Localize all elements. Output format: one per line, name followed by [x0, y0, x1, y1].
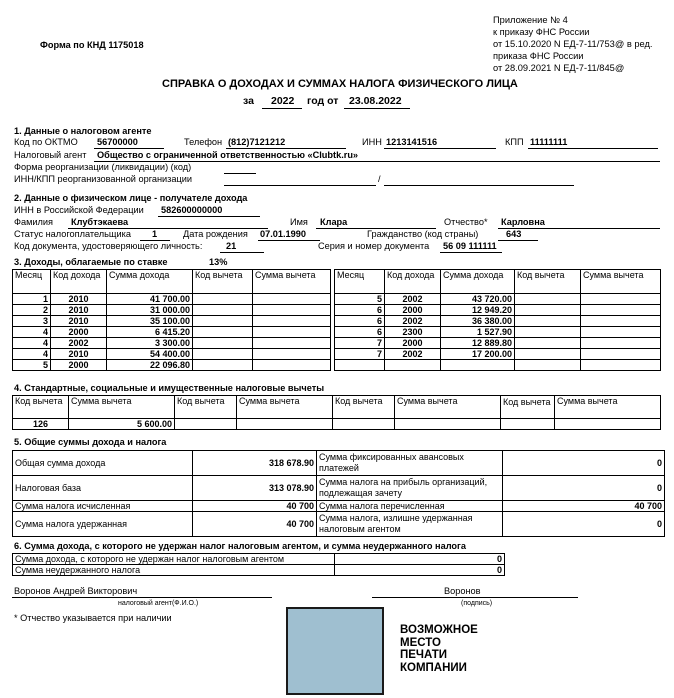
agent-label: Налоговый агент	[14, 150, 87, 160]
table-row: 126 5 600.00	[13, 419, 661, 430]
phone-label: Телефон	[184, 137, 223, 147]
col-deduction-code: Код вычета	[193, 270, 253, 294]
report-year: 2022	[271, 95, 295, 107]
date-label: год от	[307, 95, 339, 107]
kpp-label: КПП	[505, 137, 524, 147]
table-row: Налоговая база 313 078.90 Сумма налога на прибыль организаций, подлежащая зачету 0	[13, 476, 665, 501]
status-value: 1	[152, 229, 158, 239]
col-income-code: Код дохода	[385, 270, 441, 294]
agent-name: Общество с ограниченной ответственностью «Clubtk.ru»	[97, 150, 359, 160]
table-row: 5 2000 22 096.80	[13, 360, 331, 371]
section-1-title: 1. Данные о налоговом агенте	[14, 126, 152, 136]
doc-number-label: Серия и номер документа	[318, 241, 430, 251]
name-label: Имя	[290, 217, 308, 227]
col-deduction-code: Код вычета	[175, 396, 237, 419]
income-table-left	[12, 269, 331, 371]
table-row: Общая сумма дохода 318 678.90 Сумма фиксированных авансовых платежей 0	[13, 451, 665, 476]
section-5-title: 5. Общие суммы дохода и налога	[14, 437, 167, 447]
for-label: за	[243, 95, 254, 107]
col-deduction-code: Код вычета	[501, 396, 555, 419]
signature-caption: (подпись)	[461, 600, 493, 607]
kpp-value: 11111111	[530, 137, 568, 147]
person-inn-label: ИНН в Российской Федерации	[14, 205, 144, 215]
table-row: 6 2002 36 380.00	[335, 316, 661, 327]
birth-label: Дата рождения	[183, 229, 248, 239]
reorg-form-label: Форма реорганизации (ликвидации) (код)	[14, 162, 192, 172]
totals-table	[12, 450, 665, 537]
col-income-sum: Сумма дохода	[441, 270, 515, 294]
doc-number-value: 56 09 111111	[443, 241, 497, 251]
table-row: Сумма налога исчисленная 40 700 Сумма налога перечисленная 40 700	[13, 501, 665, 512]
patronymic-label: Отчество*	[444, 217, 488, 227]
form-code: Форма по КНД 1175018	[40, 40, 144, 50]
col-deduction-code: Код вычета	[13, 396, 69, 419]
table-row: 5 2002 43 720.00	[335, 294, 661, 305]
table-row	[335, 360, 661, 371]
person-inn-value: 582600000000	[161, 205, 223, 215]
table-row: 2 2010 31 000.00	[13, 305, 331, 316]
section-6-title: 6. Сумма дохода, с которого не удержан налог налоговым агентом, и сумма неудержанного налога	[14, 541, 466, 551]
birth-value: 07.01.1990	[260, 229, 306, 239]
surname-value: Клубтэкаева	[71, 217, 129, 227]
section-2-title: 2. Данные о физическом лице - получателе дохода	[14, 193, 248, 203]
name-value: Клара	[320, 217, 348, 227]
col-deduction-code: Код вычета	[515, 270, 581, 294]
table-row: 4 2002 3 300.00	[13, 338, 331, 349]
col-deduction-sum: Сумма вычета	[581, 270, 661, 294]
agent-person-name: Воронов Андрей Викторович	[14, 586, 138, 596]
table-row: Сумма налога удержанная 40 700 Сумма налога, излишне удержанная налоговым агентом 0	[13, 512, 665, 537]
table-row: 7 2002 17 200.00	[335, 349, 661, 360]
oktmo-label: Код по ОКТМО	[14, 137, 78, 147]
table-row: 1 2010 41 700.00	[13, 294, 331, 305]
section-4-title: 4. Стандартные, социальные и имущественные налоговые вычеты	[14, 383, 325, 393]
col-deduction-sum: Сумма вычета	[253, 270, 331, 294]
table-row: 7 2000 12 889.80	[335, 338, 661, 349]
table-row: 4 2000 6 415.20	[13, 327, 331, 338]
unwithheld-table	[12, 553, 505, 576]
agent-caption: налоговый агент(Ф.И.О.)	[118, 600, 199, 607]
col-deduction-code: Код вычета	[333, 396, 395, 419]
appendix-block: Приложение № 4 к приказу ФНС России от 15.10.2020 N ЕД-7-11/753@ в ред. приказа ФНС России от 28.09.2021 N ЕД-7-11/845@	[493, 15, 653, 73]
table-row: 6 2000 12 949.20	[335, 305, 661, 316]
doc-code-value: 21	[226, 241, 237, 251]
col-month: Месяц	[335, 270, 385, 294]
deductions-table	[12, 395, 661, 430]
table-row: 6 2300 1 527.90	[335, 327, 661, 338]
col-month: Месяц	[13, 270, 51, 294]
reorg-slash: /	[378, 174, 381, 184]
income-rate: 13%	[209, 257, 228, 267]
table-row: 3 2010 35 100.00	[13, 316, 331, 327]
patronymic-value: Карловна	[501, 217, 545, 227]
footnote: * Отчество указывается при наличии	[14, 613, 172, 623]
stamp-text: ВОЗМОЖНОЕ МЕСТО ПЕЧАТИ КОМПАНИИ	[400, 624, 478, 674]
signature-name: Воронов	[444, 586, 481, 596]
surname-label: Фамилия	[14, 217, 54, 227]
report-date: 23.08.2022	[349, 95, 402, 107]
page-title: СПРАВКА О ДОХОДАХ И СУММАХ НАЛОГА ФИЗИЧЕСКОГО ЛИЦА	[162, 78, 518, 90]
citizenship-label: Гражданство (код страны)	[367, 229, 479, 239]
reorg-inn-label: ИНН/КПП реорганизованной организации	[14, 174, 193, 184]
agent-inn-label: ИНН	[362, 137, 382, 147]
table-row: Сумма неудержанного налога 0	[13, 565, 505, 576]
income-table-right	[334, 269, 661, 371]
col-deduction-sum: Сумма вычета	[237, 396, 333, 419]
section-3-title: 3. Доходы, облагаемые по ставке	[14, 257, 168, 267]
col-income-code: Код дохода	[51, 270, 107, 294]
table-row: 4 2010 54 400.00	[13, 349, 331, 360]
table-row: Сумма дохода, с которого не удержан налог налоговым агентом 0	[13, 554, 505, 565]
agent-inn-value: 1213141516	[386, 137, 438, 147]
col-deduction-sum: Сумма вычета	[555, 396, 661, 419]
stamp-placeholder	[286, 607, 384, 695]
col-deduction-sum: Сумма вычета	[395, 396, 501, 419]
doc-code-label: Код документа, удостоверяющего личность:	[14, 241, 203, 251]
status-label: Статус налогоплательщика	[14, 229, 131, 239]
col-income-sum: Сумма дохода	[107, 270, 193, 294]
phone-value: (812)7121212	[228, 137, 286, 147]
col-deduction-sum: Сумма вычета	[69, 396, 175, 419]
oktmo-value: 56700000	[97, 137, 138, 147]
citizenship-value: 643	[506, 229, 522, 239]
